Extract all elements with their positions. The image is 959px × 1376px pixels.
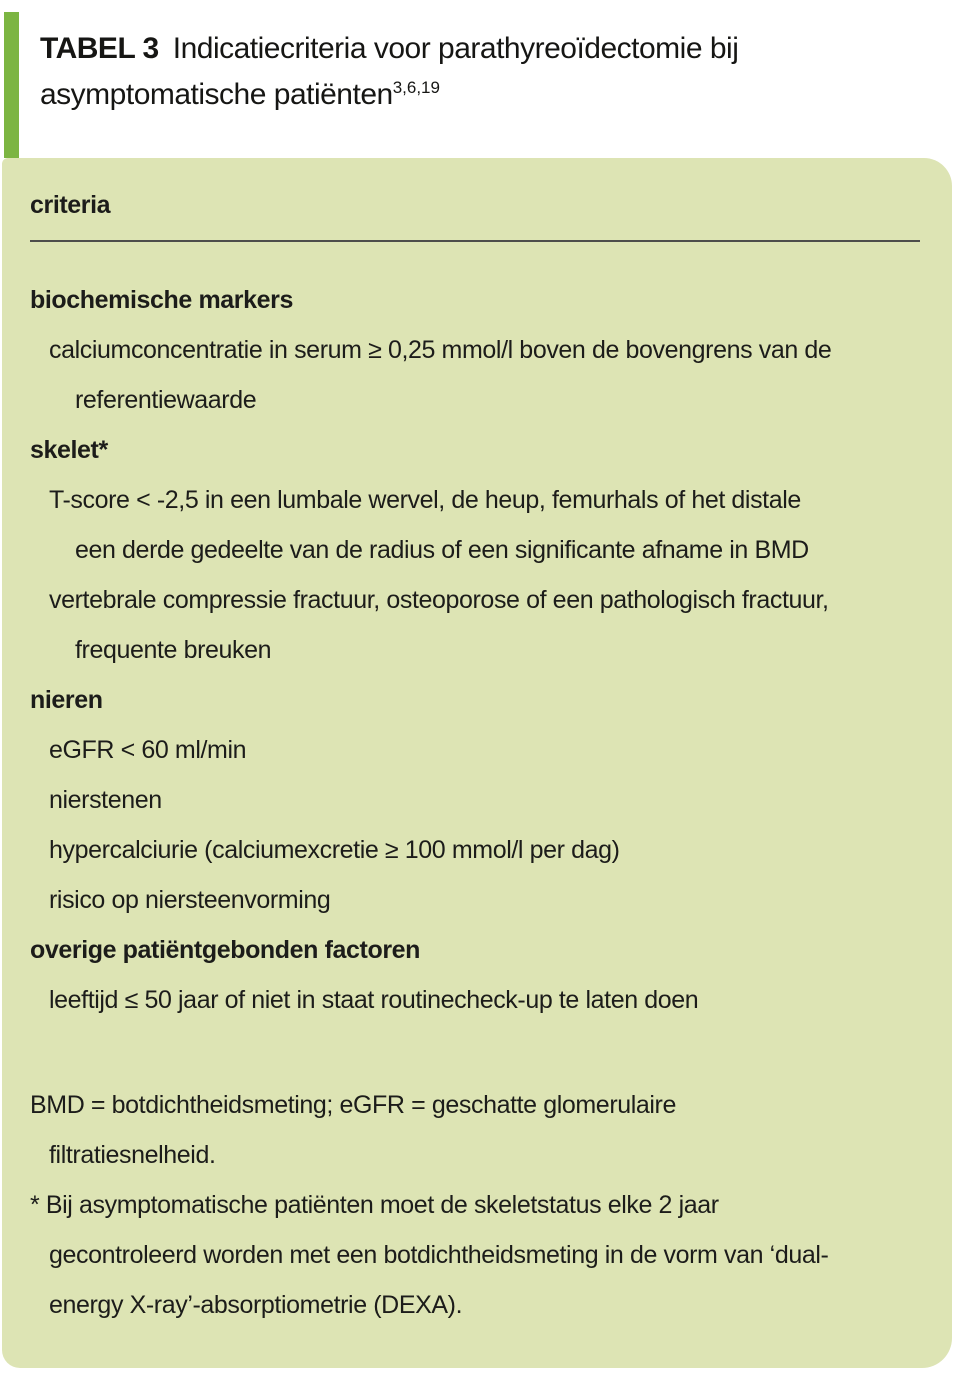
- footnote-row-continuation: gecontroleerd worden met een botdichtheidsmeting in de vorm van ‘dual-: [49, 1241, 829, 1269]
- section-header-nieren: nieren: [30, 686, 103, 714]
- criteria-row: calciumconcentratie in serum ≥ 0,25 mmol/l boven de bovengrens van de: [49, 336, 832, 364]
- section-header-skelet: skelet*: [30, 436, 108, 464]
- footnote-row-continuation: filtratiesnelheid.: [49, 1141, 216, 1169]
- criteria-row: T-score < -2,5 in een lumbale wervel, de heup, femurhals of het distale: [49, 486, 801, 514]
- criteria-row: nierstenen: [49, 786, 162, 814]
- criteria-row-continuation: referentiewaarde: [75, 386, 257, 414]
- criteria-row-continuation: frequente breuken: [75, 636, 272, 664]
- criteria-row-continuation: een derde gedeelte van de radius of een significante afname in BMD: [75, 536, 809, 564]
- reference-superscript: 3,6,19: [392, 78, 440, 97]
- table-number-label: TABEL 3: [40, 32, 159, 65]
- footnote-row-continuation: energy X-ray’-absorptiometrie (DEXA).: [49, 1291, 463, 1319]
- criteria-row: eGFR < 60 ml/min: [49, 736, 247, 764]
- table-title-text: Indicatiecriteria voor parathyreoïdectomie bij asymptomatische patiënten: [40, 32, 739, 111]
- section-header-overige: overige patiëntgebonden factoren: [30, 936, 421, 964]
- criteria-row: risico op niersteenvorming: [49, 886, 331, 914]
- column-header-criteria: criteria: [30, 191, 111, 219]
- divider-line: [30, 240, 920, 242]
- footnote-gap: [30, 1025, 934, 1080]
- table-title: [40, 26, 880, 122]
- footnote-row: BMD = botdichtheidsmeting; eGFR = geschatte glomerulaire: [30, 1091, 676, 1119]
- criteria-panel: [2, 158, 952, 1368]
- section-header-biochemisch: biochemische markers: [30, 286, 293, 314]
- criteria-row: leeftijd ≤ 50 jaar of niet in staat routinecheck-up te laten doen: [49, 986, 699, 1014]
- footnote-row-asterisk: * Bij asymptomatische patiënten moet de skeletstatus elke 2 jaar: [30, 1191, 719, 1219]
- criteria-row: hypercalciurie (calciumexcretie ≥ 100 mmol/l per dag): [49, 836, 620, 864]
- criteria-row: vertebrale compressie fractuur, osteoporose of een pathologisch fractuur,: [49, 586, 829, 614]
- green-accent-bar: [4, 12, 19, 158]
